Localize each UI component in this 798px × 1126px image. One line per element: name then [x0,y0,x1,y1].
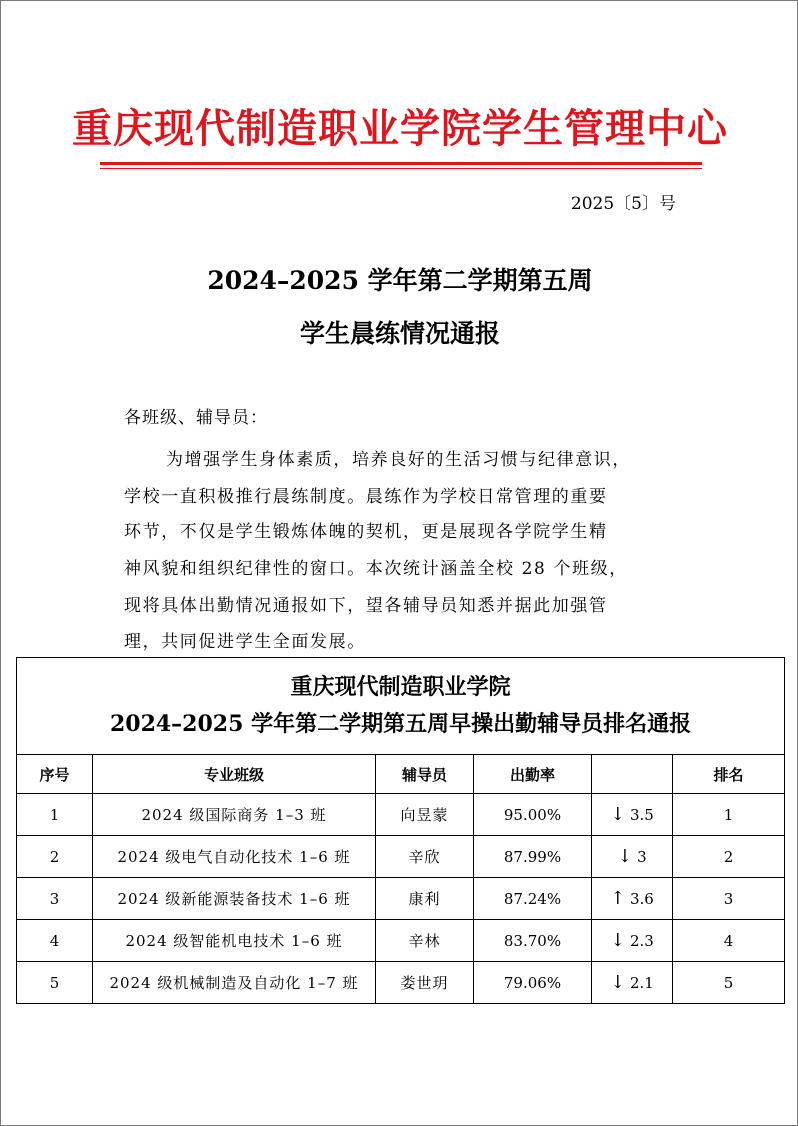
header-counselor: 辅导员 [376,755,474,794]
doc-title-line1: 2024–2025 学年第二学期第五周 [207,266,593,295]
cell-counselor: 辛欣 [376,836,474,878]
body-line: 环节，不仅是学生锻炼体魄的契机，更是展现各学院学生精 [124,522,608,542]
cell-rank: 3 [673,878,785,920]
cell-change [592,836,673,878]
cell-rank: 1 [673,794,785,836]
arrow-down-icon: ↓ [610,804,626,825]
arrow-down-icon: ↓ [610,972,626,993]
cell-class: 2024 级机械制造及自动化 1–7 班 [93,962,376,1004]
arrow-down-icon: ↓ [617,846,633,867]
arrow-down-icon: ↓ [610,930,626,951]
cell-class: 2024 级新能源装备技术 1–6 班 [93,878,376,920]
cell-change [592,920,673,962]
body-line: 神风貌和组织纪律性的窗口。本次统计涵盖全校 28 个班级， [124,559,628,579]
cell-rank: 5 [673,962,785,1004]
cell-rate: 87.24% [474,878,592,920]
header-index: 序号 [17,755,93,794]
cell-class: 2024 级智能机电技术 1–6 班 [93,920,376,962]
cell-class: 2024 级电气自动化技术 1–6 班 [93,836,376,878]
table-row [17,920,785,962]
arrow-up-icon: ↑ [610,888,626,909]
cell-change [592,962,673,1004]
cell-change [592,878,673,920]
cell-index: 4 [17,920,93,962]
attendance-ranking-table [16,657,785,1004]
cell-index: 1 [17,794,93,836]
table-caption-line2: 2024–2025 学年第二学期第五周早操出勤辅导员排名通报 [109,711,692,737]
table-row [17,878,785,920]
cell-class: 2024 级国际商务 1–3 班 [93,794,376,836]
table-header-row [17,755,785,794]
body-line: 为增强学生身体素质，培养良好的生活习惯与纪律意识， [166,450,631,470]
cell-index: 2 [17,836,93,878]
org-title: 重庆现代制造职业学院学生管理中心 [72,105,728,152]
cell-counselor: 娄世玥 [376,962,474,1004]
cell-index: 3 [17,878,93,920]
cell-rate: 79.06% [474,962,592,1004]
salutation: 各班级、辅导员： [124,408,268,428]
red-divider-thick [100,162,702,165]
cell-counselor: 辛林 [376,920,474,962]
table-caption-line1: 重庆现代制造职业学院 [290,674,511,700]
header-rate: 出勤率 [474,755,592,794]
doc-number: 2025〔5〕号 [570,194,676,214]
doc-title-line2: 学生晨练情况通报 [299,319,500,348]
body-line: 理，共同促进学生全面发展。 [124,632,366,652]
red-divider-thin [100,168,702,169]
body-line: 学校一直积极推行晨练制度。晨练作为学校日常管理的重要 [124,487,608,507]
cell-counselor: 康利 [376,878,474,920]
cell-rate: 83.70% [474,920,592,962]
table-caption [17,658,785,755]
cell-change [592,794,673,836]
table-row [17,962,785,1004]
table-row [17,794,785,836]
cell-rate: 95.00% [474,794,592,836]
cell-rank: 2 [673,836,785,878]
change-value: 3.5 [630,806,654,824]
change-value: 3 [637,848,647,866]
cell-rate: 87.99% [474,836,592,878]
cell-index: 5 [17,962,93,1004]
header-class: 专业班级 [93,755,376,794]
change-value: 3.6 [630,890,654,908]
header-change [592,755,673,794]
change-value: 2.3 [630,932,654,950]
change-value: 2.1 [630,974,654,992]
body-line: 现将具体出勤情况通报如下，望各辅导员知悉并据此加强管 [124,596,608,616]
cell-counselor: 向昱蒙 [376,794,474,836]
table-row [17,836,785,878]
header-rank: 排名 [673,755,785,794]
cell-rank: 4 [673,920,785,962]
